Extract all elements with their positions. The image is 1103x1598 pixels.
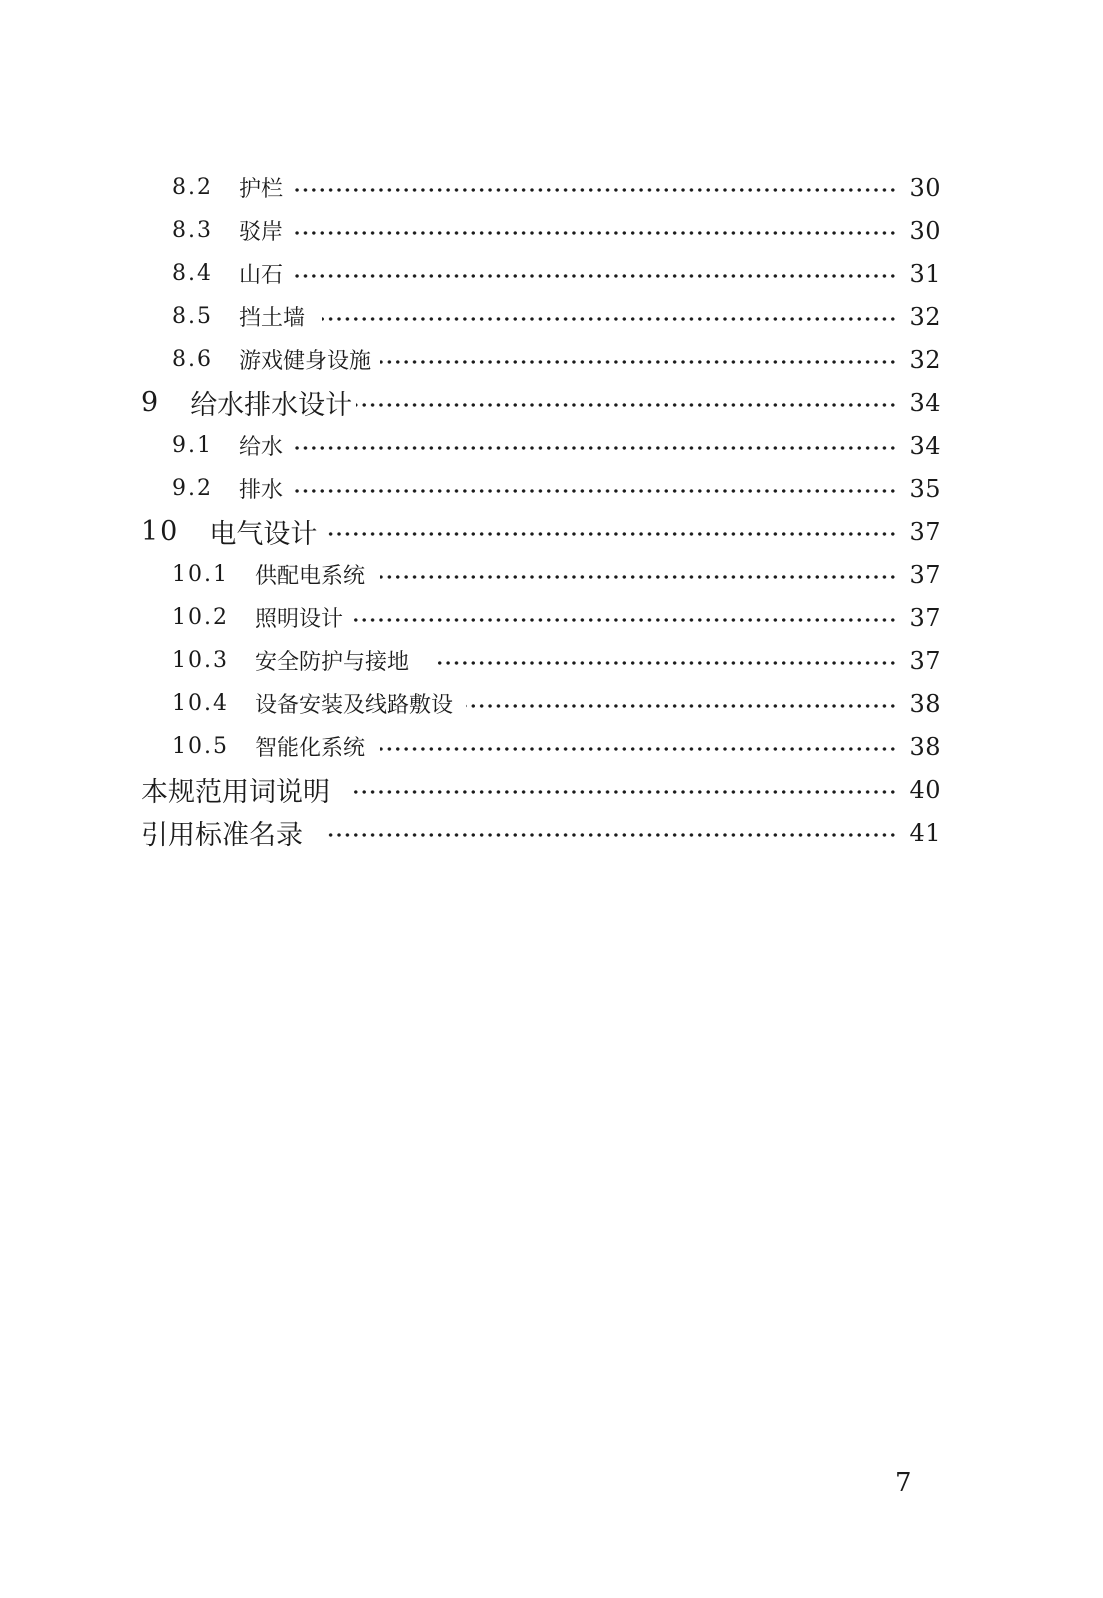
toc-entry-8-3[interactable] <box>0 209 1103 252</box>
toc-entry-page: 32 <box>909 302 941 331</box>
toc-entry-page: 34 <box>909 388 941 417</box>
dot-leader <box>324 832 897 838</box>
toc-entry-page: 40 <box>909 775 941 804</box>
toc-chapter-9[interactable] <box>0 381 1103 424</box>
toc-entry-number: 8.2 <box>172 175 213 200</box>
toc-entry-page: 31 <box>909 259 941 288</box>
toc-entry-title: 挡土墙 <box>239 306 306 331</box>
toc-entry-page: 37 <box>909 560 941 589</box>
toc-entry-9-1[interactable] <box>0 424 1103 467</box>
toc-entry-9-2[interactable] <box>0 467 1103 510</box>
toc-entry-number: 8.6 <box>172 347 213 372</box>
toc-chapter-title: 引用标准名录 <box>141 820 303 851</box>
dot-leader <box>380 746 897 752</box>
toc-entry-title: 排水 <box>239 478 284 503</box>
toc-entry-title: 设备安装及线路敷设 <box>254 693 453 718</box>
toc-entry-10-4[interactable] <box>0 682 1103 725</box>
toc-entry-terminology[interactable] <box>0 768 1103 811</box>
toc-entry-number: 10.2 <box>172 605 229 630</box>
toc-entry-page: 37 <box>909 646 941 675</box>
toc-entry-page: 37 <box>909 517 941 546</box>
dot-leader <box>292 273 897 279</box>
dot-leader <box>350 617 897 623</box>
toc-entry-10-5[interactable] <box>0 725 1103 768</box>
toc-entry-title: 供配电系统 <box>254 564 365 589</box>
toc-entry-number: 8.3 <box>172 218 213 243</box>
dot-leader <box>292 488 897 494</box>
toc-entry-8-5[interactable] <box>0 295 1103 338</box>
toc-entry-number: 8.4 <box>172 261 213 286</box>
toc-entry-number: 10.1 <box>172 562 229 587</box>
toc-entry-10-2[interactable] <box>0 596 1103 639</box>
toc-entry-page: 35 <box>909 474 941 503</box>
toc-entry-10-1[interactable] <box>0 553 1103 596</box>
toc-entry-referenced-standards[interactable] <box>0 811 1103 854</box>
toc-entry-title: 照明设计 <box>254 607 343 632</box>
toc-chapter-title: 电气设计 <box>209 519 318 550</box>
toc-entry-page: 30 <box>909 216 941 245</box>
toc-chapter-title: 给水排水设计 <box>190 390 353 421</box>
toc-chapter-number: 10 <box>141 516 180 547</box>
dot-leader <box>292 230 897 236</box>
toc-chapter-10[interactable] <box>0 510 1103 553</box>
toc-entry-title: 山石 <box>239 263 284 288</box>
toc-entry-page: 38 <box>909 732 941 761</box>
dot-leader <box>352 789 897 795</box>
toc-entry-number: 8.5 <box>172 304 213 329</box>
toc-entry-number: 10.5 <box>172 734 229 759</box>
dot-leader <box>466 703 897 709</box>
toc-entry-page: 37 <box>909 603 941 632</box>
page-number: 7 <box>895 1468 912 1498</box>
toc-entry-title: 安全防护与接地 <box>254 650 409 675</box>
dot-leader <box>380 574 897 580</box>
toc-entry-8-2[interactable] <box>0 166 1103 209</box>
toc-entry-title: 给水 <box>239 435 284 460</box>
toc-entry-title: 游戏健身设施 <box>239 349 372 374</box>
toc-entry-number: 10.3 <box>172 648 229 673</box>
toc-entry-page: 32 <box>909 345 941 374</box>
toc-entry-10-3[interactable] <box>0 639 1103 682</box>
toc-entry-number: 9.2 <box>172 476 213 501</box>
toc-entry-title: 驳岸 <box>239 220 284 245</box>
dot-leader <box>324 531 897 537</box>
toc-chapter-title: 本规范用词说明 <box>141 777 330 808</box>
toc-entry-page: 41 <box>909 818 941 847</box>
dot-leader <box>356 402 897 408</box>
toc-entry-page: 34 <box>909 431 941 460</box>
toc-chapter-number: 9 <box>141 387 161 418</box>
dot-leader <box>292 445 897 451</box>
dot-leader <box>292 187 897 193</box>
toc-entry-title: 护栏 <box>239 177 284 202</box>
toc-entry-page: 30 <box>909 173 941 202</box>
toc-entry-page: 38 <box>909 689 941 718</box>
dot-leader <box>380 359 897 365</box>
toc-entry-number: 9.1 <box>172 433 213 458</box>
toc-entry-number: 10.4 <box>172 691 229 716</box>
dot-leader <box>322 316 897 322</box>
table-of-contents <box>0 166 1103 854</box>
toc-entry-8-4[interactable] <box>0 252 1103 295</box>
toc-entry-title: 智能化系统 <box>254 736 365 761</box>
dot-leader <box>438 660 897 666</box>
toc-entry-8-6[interactable] <box>0 338 1103 381</box>
